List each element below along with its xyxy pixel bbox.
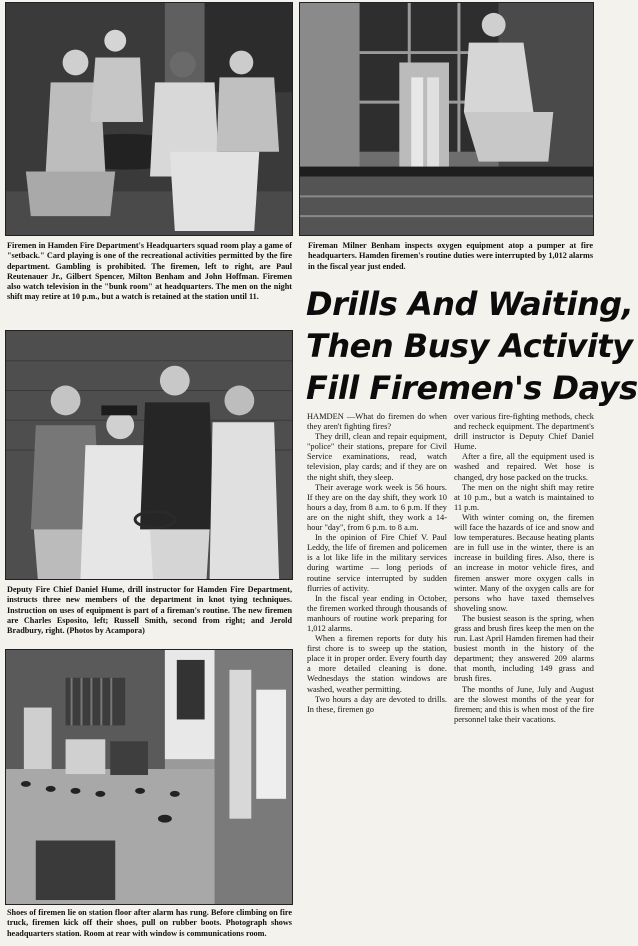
article-paragraph: When a firemen reports for duty his first chore is to sweep up the station, place it in proper order. Every fourth day a more detailed cleaning is done. Wednesdays the station windows are washed, weather permitting.	[307, 634, 447, 694]
article-headline	[306, 283, 638, 409]
article-paragraph: The busiest season is the spring, when grass and brush fires keep the men on the run. Last April Hamden firemen had their busiest month in the history of the department; they answered 209 alarms that month, including 149 grass and brush fires.	[454, 613, 594, 684]
article-paragraph: They drill, clean and repair equipment, "police" their stations, prepare for Civil Service examinations, read, watch television, play cards; and if they are on the night shift, they sleep.	[307, 432, 447, 482]
article-paragraph: Two hours a day are devoted to drills. In these, firemen go	[307, 694, 447, 714]
knot-tying-caption: Deputy Fire Chief Daniel Hume, drill instructor for Hamden Fire Department, instructs three new members of the department in knot tying techniques. Instruction on uses of equipment is part of a fireman's routine. The new firemen are Charles Esposito, left; Russell Smith, second from right; and Jerold Bradbury, right. (Photos by Acampora)	[7, 585, 292, 636]
article-paragraph: Their average work week is 56 hours. If they are on the day shift, they work 10 hours a day, from 8 a.m. to 6 p.m. If they are on the night shift, they work a 14-hour "day", from 6 p.m. to 8 a.m.	[307, 482, 447, 533]
article-paragraph: The months of June, July and August are the slowest months of the year for firemen; and this is when most of the fire personnel take their vacations.	[454, 684, 594, 724]
shoes-on-floor-photo	[5, 649, 293, 905]
article-paragraph: HAMDEN —What do firemen do when they aren't fighting fires?	[307, 412, 447, 432]
article-paragraph: With winter coming on, the firemen will face the hazards of ice and snow and low temperatures. Because heating plants are in full use in the winter, there is an increase in building fires. Also, there is an increase in motor vehicle fires, and firemen answer more oxygen calls in winter. Many of the oxygen calls are for persons who have taxed themselves shoveling snow.	[454, 512, 594, 613]
oxygen-equipment-photo	[299, 2, 594, 236]
headline-line-2: Then Busy Activity	[306, 327, 633, 365]
squad-room-photo	[5, 2, 293, 236]
headline-line-3: Fill Firemen's Days	[306, 369, 638, 407]
squad-room-caption: Firemen in Hamden Fire Department's Headquarters squad room play a game of "setback." Card playing is one of the recreational activities permitted by the fire department. Gambling is prohibited. The firemen, left to right, are Paul Reutenauer Jr., Gilbert Spencer, Milton Benham and John Hoffman. Firemen also watch television in the "bunk room" at headquarters. The men on the night shift may retire at 10 p.m., but a watch is retained at the station until 11.	[7, 241, 292, 302]
article-paragraph: In the opinion of Fire Chief V. Paul Leddy, the life of firemen and policemen is a lot like life in the military services during wartime — long periods of routine service interrupted by sudden flurries of activity.	[307, 533, 447, 593]
article-paragraph: over various fire-fighting methods, check and recheck equipment. The department's drill instructor is Deputy Chief Daniel Hume.	[454, 412, 594, 452]
article-column-2	[454, 412, 594, 725]
oxygen-equipment-caption: Fireman Milner Benham inspects oxygen equipment atop a pumper at fire headquarters. Hamden firemen's routine duties were interrupted by 1,012 alarms in the fiscal year just ended.	[308, 241, 593, 271]
knot-tying-photo	[5, 330, 293, 580]
article-paragraph: After a fire, all the equipment used is washed and repaired. Wet hose is changed, dry hose packed on the trucks.	[454, 452, 594, 482]
article-paragraph: The men on the night shift may retire at 10 p.m., but a watch is maintained to 11 p.m.	[454, 482, 594, 512]
article-column-1	[307, 412, 447, 715]
headline-line-1: Drills And Waiting,	[306, 285, 634, 323]
article-paragraph: In the fiscal year ending in October, the firemen worked through thousands of manhours of routine work preparing for 1,012 alarms.	[307, 593, 447, 633]
shoes-on-floor-caption: Shoes of firemen lie on station floor after alarm has rung. Before climbing on fire truck, firemen kick off their shoes, pull on rubber boots. Photograph shows headquarters station. Room at rear with window is communications room.	[7, 908, 292, 938]
